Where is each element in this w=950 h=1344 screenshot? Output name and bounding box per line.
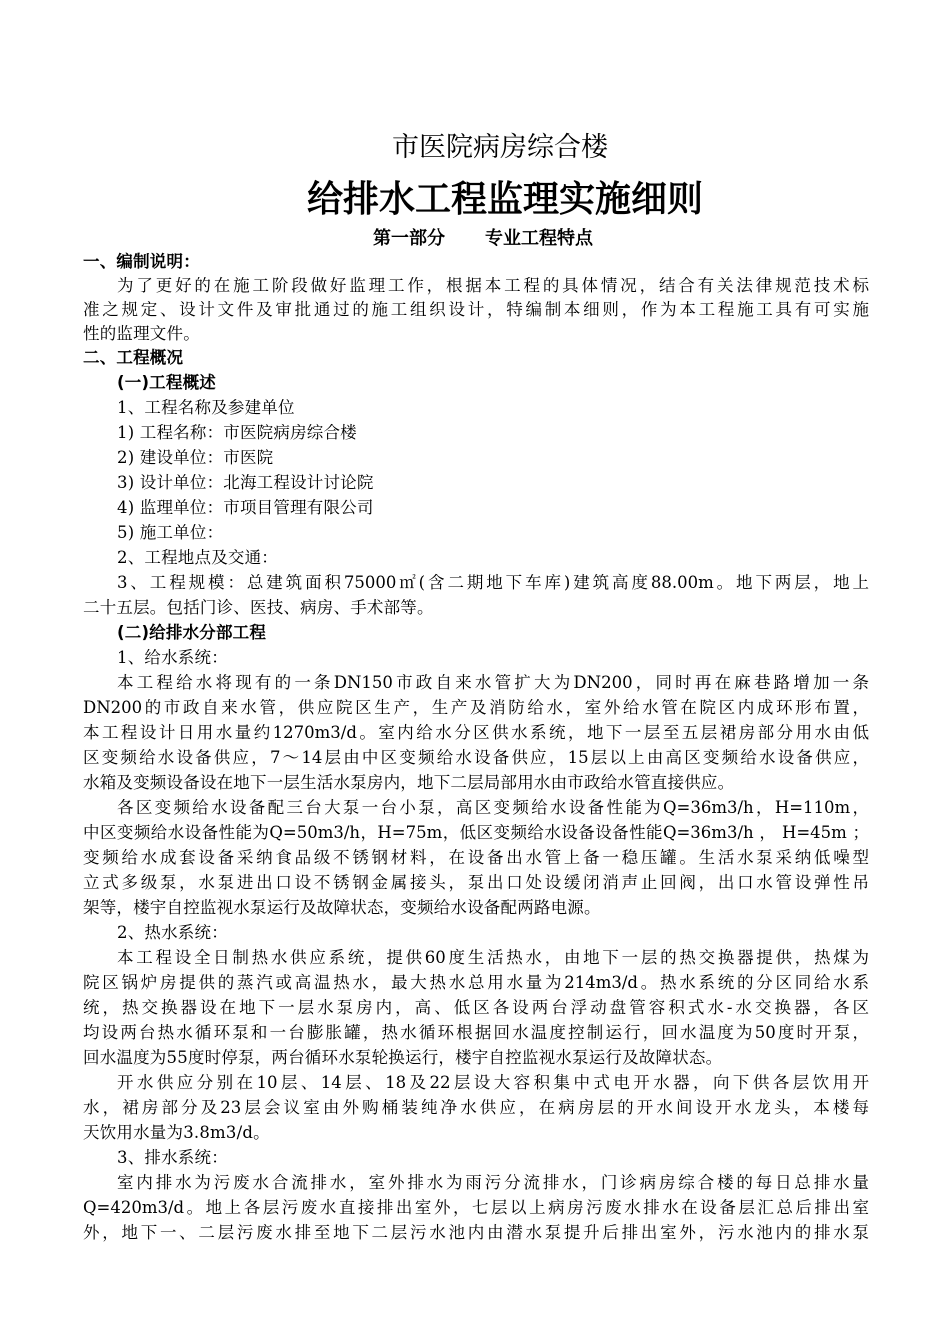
paragraph-line: 统，热交换器设在地下一层水泵房内，高、低区各设两台浮动盘管容积式水-水交换器，各区 [83,998,869,1017]
list-item: 1) 工程名称：市医院病房综合楼 [117,423,357,442]
paragraph-line: 天饮用水量为3.8m3/d。 [83,1123,270,1142]
section-heading-overview: 二、工程概况 [83,348,184,367]
list-item: 4) 监理单位：市项目管理有限公司 [117,498,374,517]
paragraph-line: 为了更好的在施工阶段做好监理工作，根据本工程的具体情况，结合有关法律规范技术标 [117,276,869,295]
list-item: 5) 施工单位： [117,523,224,542]
section-heading-compilation: 一、编制说明： [83,252,200,271]
list-item: 1、给水系统： [117,648,228,667]
paragraph-line: 水，裙房部分及23层会议室由外购桶装纯净水供应，在病房层的开水间设开水龙头，本楼每 [83,1098,869,1117]
paragraph-line: 院区锅炉房提供的蒸汽或高温热水，最大热水总用水量为214m3/d。热水系统的分区同给水系 [83,973,869,992]
list-item: 3、排水系统： [117,1148,228,1167]
paragraph-line: 准之规定、设计文件及审批通过的施工组织设计，特编制本细则，作为本工程施工具有可实施 [83,300,869,319]
document-subtitle: 市医院病房综合楼 [392,132,608,163]
part-number: 第一部分 [373,228,445,249]
paragraph-line: 立式多级泵，水泵进出口设不锈钢金属接头，泵出口处设缓闭消声止回阀，出口水管设弹性吊 [83,873,869,892]
list-item: 2、工程地点及交通： [117,548,278,567]
paragraph-line: DN200的市政自来水管，供应院区生产，生产及消防给水，室外给水管在院区内成环形布置， [83,698,869,717]
subsection-heading: (二)给排水分部工程 [117,623,267,642]
document-title: 给排水工程监理实施细则 [306,179,703,220]
paragraph-line: 室内排水为污废水合流排水，室外排水为雨污分流排水，门诊病房综合楼的每日总排水量 [117,1173,869,1192]
list-item: 3) 设计单位：北海工程设计讨论院 [117,473,374,492]
paragraph-line: 性的监理文件。 [83,324,200,343]
paragraph-line: 本工程给水将现有的一条DN150市政自来水管扩大为DN200，同时再在麻巷路增加一条 [117,673,869,692]
paragraph-line: 中区变频给水设备性能为Q=50m3/h，H=75m，低区变频给水设备设备性能Q=36m3/h ， H=45m ； [83,823,869,842]
paragraph-line: 3、工程规模：总建筑面积75000㎡(含二期地下车库)建筑高度88.00m。地下两层，地上 [117,573,869,592]
list-item: 2、热水系统： [117,923,228,942]
list-item: 2) 建设单位：市医院 [117,448,274,467]
list-item: 1、工程名称及参建单位 [117,398,295,417]
paragraph-line: 各区变频给水设备配三台大泵一台小泵，高区变频给水设备性能为Q=36m3/h，H=110m， [117,798,869,817]
part-heading [373,227,593,251]
subsection-heading: (一)工程概述 [117,373,216,392]
paragraph-line: 架等，楼宇自控监视水泵运行及故障状态，变频给水设备配两路电源。 [83,898,601,917]
paragraph-line: 变频给水成套设备采纳食品级不锈钢材料，在设备出水管上备一稳压罐。生活水泵采纳低噪型 [83,848,869,867]
paragraph-line: Q=420m3/d。地上各层污废水直接排出室外，七层以上病房污废水排水在设备层汇总后排出室 [83,1198,869,1217]
paragraph-line: 本工程设全日制热水供应系统，提供60度生活热水，由地下一层的热交换器提供，热煤为 [117,948,869,967]
paragraph-line: 水箱及变频设备设在地下一层生活水泵房内，地下二层局部用水由市政给水管直接供应。 [83,773,735,792]
paragraph-line: 区变频给水设备供应，7～14层由中区变频给水设备供应，15层以上由高区变频给水设备供应， [83,748,869,767]
paragraph-line: 二十五层。包括门诊、医技、病房、手术部等。 [83,598,434,617]
paragraph-line: 均设两台热水循环泵和一台膨胀罐，热水循环根据回水温度控制运行，回水温度为50度时开泵， [83,1023,869,1042]
paragraph-line: 外，地下一、二层污废水排至地下二层污水池内由潜水泵提升后排出室外，污水池内的排水泵 [83,1223,869,1242]
paragraph-line: 开水供应分别在10层、14层、18及22层设大容积集中式电开水器，向下供各层饮用开 [117,1073,869,1092]
part-name: 专业工程特点 [485,228,593,249]
paragraph-line: 本工程设计日用水量约1270m3/d。室内给水分区供水系统，地下一层至五层裙房部分用水由低 [83,723,869,742]
paragraph-line: 回水温度为55度时停泵，两台循环水泵轮换运行，楼宇自控监视水泵运行及故障状态。 [83,1048,723,1067]
